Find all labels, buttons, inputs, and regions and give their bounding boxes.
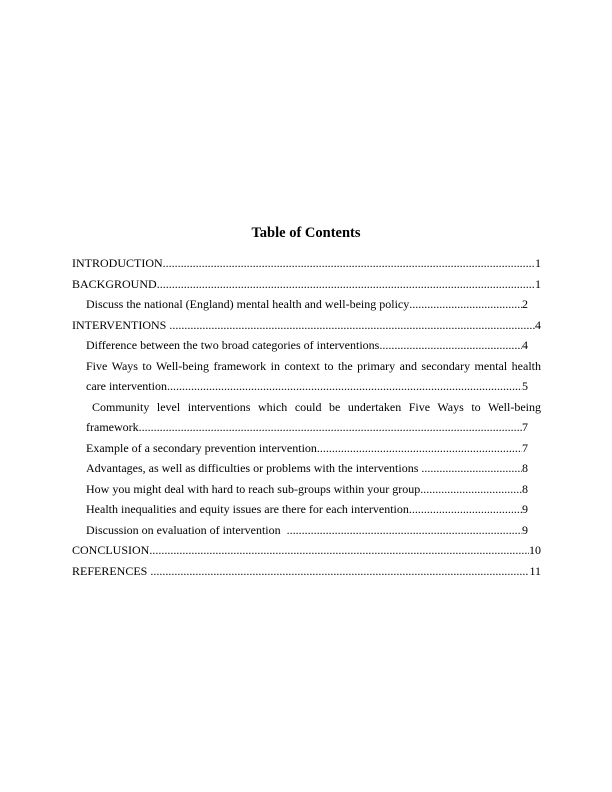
toc-entry-label: Health inequalities and equity issues are there for each intervention: [86, 502, 409, 516]
toc-entry-page-number: 4: [535, 317, 541, 332]
toc-entry-label: INTERVENTIONS: [72, 317, 170, 332]
toc-entry-conclusion[interactable]: [72, 540, 541, 561]
toc-entry-label: Example of a secondary prevention intervention: [86, 440, 317, 455]
toc-entry-page-number: 8: [522, 481, 528, 496]
dot-leader: [157, 274, 535, 295]
toc-entry-label: INTRODUCTION: [72, 256, 163, 270]
toc-entry-community-interventions[interactable]: [72, 397, 541, 438]
dot-leader: [317, 438, 522, 459]
toc-entry-page-number: 9: [522, 522, 528, 537]
toc-entry-secondary-prevention-example[interactable]: [72, 438, 541, 459]
toc-entry-introduction[interactable]: [72, 253, 541, 274]
dot-leader: [379, 335, 522, 356]
toc-entry-label: BACKGROUND: [72, 276, 157, 291]
toc-entry-label-first-line: Community level interventions which could be undertaken Five Ways to Well-being: [92, 399, 541, 414]
dot-leader: [409, 499, 522, 520]
toc-entry-page-number: 9: [522, 502, 528, 516]
toc-entry-difference-categories[interactable]: [72, 335, 541, 356]
table-of-contents: [72, 253, 541, 581]
dot-leader: [150, 561, 529, 582]
toc-entry-label: care intervention: [86, 379, 167, 393]
toc-entry-health-inequalities[interactable]: [72, 499, 541, 520]
toc-entry-references[interactable]: [72, 561, 541, 582]
toc-entry-page-number: 7: [522, 440, 528, 455]
dot-leader: [163, 253, 535, 274]
toc-entry-background[interactable]: [72, 274, 541, 295]
toc-entry-advantages-difficulties[interactable]: [72, 458, 541, 479]
dot-leader: [167, 376, 522, 397]
toc-entry-page-number: 8: [522, 461, 528, 475]
toc-entry-label: Discussion on evaluation of intervention: [86, 522, 287, 537]
toc-entry-label: REFERENCES: [72, 563, 151, 578]
toc-entry-page-number: 4: [522, 338, 528, 352]
toc-entry-evaluation-discussion[interactable]: [72, 520, 541, 541]
toc-entry-hard-to-reach-subgroups[interactable]: [72, 479, 541, 500]
toc-entry-national-policy[interactable]: [72, 294, 541, 315]
dot-leader: [149, 540, 529, 561]
toc-entry-label: How you might deal with hard to reach sub-groups within your group: [86, 481, 421, 496]
toc-entry-label: Advantages, as well as difficulties or problems with the interventions: [86, 461, 422, 475]
dot-leader: [421, 458, 522, 479]
toc-entry-page-number: 7: [522, 420, 528, 434]
dot-leader: [287, 520, 522, 541]
toc-entry-label: Difference between the two broad categories of interventions: [86, 338, 380, 352]
toc-entry-page-number: 10: [529, 543, 541, 557]
toc-entry-page-number: 1: [535, 256, 541, 270]
toc-entry-page-number: 5: [522, 379, 528, 393]
toc-entry-page-number: 11: [529, 563, 541, 578]
toc-entry-label-first-line: Five Ways to Well-being framework in context to the primary and secondary mental health: [86, 358, 541, 373]
toc-entry-page-number: 2: [522, 297, 528, 311]
dot-leader: [409, 294, 522, 315]
toc-title: Table of Contents: [251, 225, 361, 241]
toc-entry-label: framework: [86, 420, 139, 434]
dot-leader: [420, 479, 522, 500]
toc-entry-five-ways-framework[interactable]: [72, 356, 541, 397]
dot-leader: [169, 315, 535, 336]
dot-leader: [139, 417, 522, 438]
toc-entry-interventions[interactable]: [72, 315, 541, 336]
toc-entry-page-number: 1: [535, 276, 541, 291]
toc-entry-label: Discuss the national (England) mental health and well-being policy: [86, 297, 410, 311]
toc-entry-label: CONCLUSION: [72, 543, 150, 557]
